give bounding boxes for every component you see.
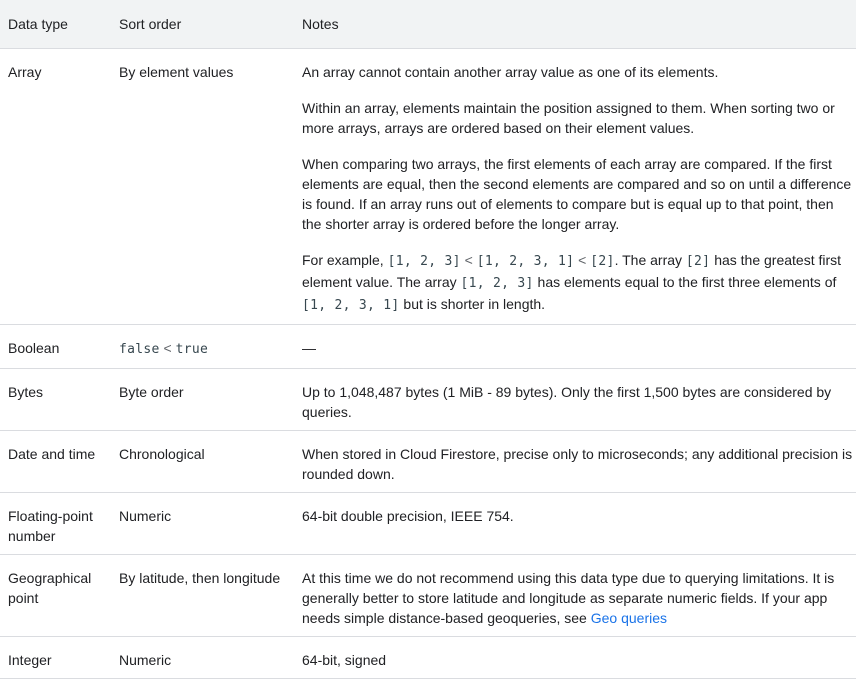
cell-sort-order: false < true bbox=[111, 325, 294, 369]
code-snippet: [1, 2, 3] bbox=[387, 254, 461, 269]
cell-data-type: Floating-point number bbox=[0, 493, 111, 555]
cell-sort-order: Numeric bbox=[111, 637, 294, 679]
table-row bbox=[0, 637, 856, 679]
cell-sort-order: By latitude, then longitude bbox=[111, 555, 294, 637]
cell-notes: 64-bit double precision, IEEE 754. bbox=[294, 493, 856, 555]
note-paragraph-example: For example, [1, 2, 3] < [1, 2, 3, 1] < [2]. The array [2] has the greatest first element value. The array [1, 2, 3] has elements equal to the first three elements of [1, 2, 3, 1] but is shorter in length. bbox=[302, 252, 842, 313]
code-snippet: [2] bbox=[590, 254, 615, 269]
table-row bbox=[0, 493, 856, 555]
cell-sort-order: By element values bbox=[111, 49, 294, 325]
table-header-row bbox=[0, 0, 856, 49]
header-notes: Notes bbox=[294, 0, 856, 49]
header-sort-order: Sort order bbox=[111, 0, 294, 49]
cell-sort-order: Chronological bbox=[111, 431, 294, 493]
table-row bbox=[0, 49, 856, 325]
cell-data-type: Geographical point bbox=[0, 555, 111, 637]
cell-data-type: Bytes bbox=[0, 369, 111, 431]
cell-data-type: Date and time bbox=[0, 431, 111, 493]
table-row bbox=[0, 555, 856, 637]
code-snippet: [2] bbox=[685, 254, 711, 269]
cell-notes: — bbox=[294, 325, 856, 369]
table-row bbox=[0, 325, 856, 369]
geo-queries-link[interactable]: Geo queries bbox=[590, 610, 668, 626]
note-paragraph: Within an array, elements maintain the position assigned to them. When sorting two or more arrays, arrays are ordered based on their element values. bbox=[302, 100, 835, 136]
code-snippet: true bbox=[175, 342, 209, 357]
code-snippet: [1, 2, 3, 1] bbox=[476, 254, 575, 269]
cell-data-type: Boolean bbox=[0, 325, 111, 369]
cell-notes: 64-bit, signed bbox=[294, 637, 856, 679]
cell-notes: When stored in Cloud Firestore, precise only to microseconds; any additional precision is rounded down. bbox=[294, 431, 856, 493]
cell-sort-order: Numeric bbox=[111, 493, 294, 555]
code-snippet: [1, 2, 3] bbox=[460, 276, 534, 291]
cell-notes: Up to 1,048,487 bytes (1 MiB - 89 bytes). Only the first 1,500 bytes are considered by queries. bbox=[294, 369, 856, 431]
header-data-type: Data type bbox=[0, 0, 111, 49]
cell-sort-order: Byte order bbox=[111, 369, 294, 431]
cell-notes bbox=[294, 49, 856, 325]
note-paragraph: When comparing two arrays, the first elements of each array are compared. If the first elements are equal, then the second elements are compared and so on until a difference is found. If an array runs out of elements to compare but is equal up to that point, then the shorter array is ordered before the longer array. bbox=[302, 156, 852, 232]
cell-data-type: Array bbox=[0, 49, 111, 325]
table-row bbox=[0, 369, 856, 431]
code-snippet: [1, 2, 3, 1] bbox=[302, 298, 400, 313]
cell-notes: At this time we do not recommend using this data type due to querying limitations. It is generally better to store latitude and longitude as separate numeric fields. If your app needs simple distance-based geoqueries, see Geo queries bbox=[294, 555, 856, 637]
note-paragraph: An array cannot contain another array value as one of its elements. bbox=[302, 64, 719, 80]
cell-data-type: Integer bbox=[0, 637, 111, 679]
table-row bbox=[0, 431, 856, 493]
code-snippet: false bbox=[119, 342, 160, 357]
